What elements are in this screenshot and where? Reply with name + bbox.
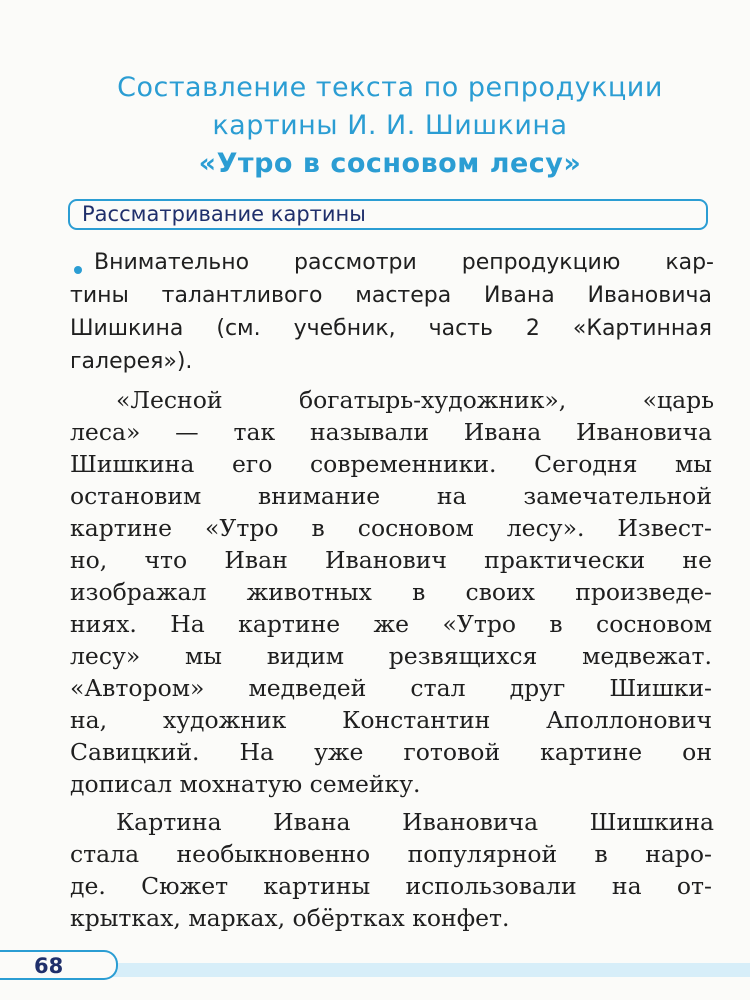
paragraph-line: остановим внимание на замечательной [70, 482, 712, 510]
paragraph-line: леса» — так называли Ивана Ивановича [70, 418, 712, 446]
task-line: Шишкина (см. учебник, часть 2 «Картинная [70, 316, 712, 341]
paragraph-line: крытках, марках, обёртках конфет. [70, 904, 510, 932]
paragraph-line: «Лесной богатырь-художник», «царь [116, 386, 714, 414]
section-title: Рассматривание картины [82, 202, 366, 226]
page-title-line-2: картины И. И. Шишкина [212, 110, 568, 141]
task-line: Внимательно рассмотри репродукцию кар- [94, 250, 714, 275]
paragraph-line: де. Сюжет картины использовали на от- [70, 872, 712, 900]
paragraph-line: на, художник Константин Аполлонович [70, 706, 712, 734]
paragraph-line: изображал животных в своих произведе- [70, 578, 712, 606]
page-number: 68 [34, 954, 64, 978]
section-header-box [68, 199, 708, 230]
paragraph-line: но, что Иван Иванович практически не [70, 546, 712, 574]
task-line: тины талантливого мастера Ивана Ивановича [70, 283, 712, 308]
paragraph-line: Шишкина его современники. Сегодня мы [70, 450, 712, 478]
paragraph-line: Картина Ивана Ивановича Шишкина [116, 808, 714, 836]
paragraph-line: Савицкий. На уже готовой картине он [70, 738, 712, 766]
page-title-line-3: «Утро в сосновом лесу» [198, 148, 582, 179]
page-number-tab [0, 950, 118, 980]
paragraph-line: ниях. На картине же «Утро в сосновом [70, 610, 712, 638]
paragraph-line: «Автором» медведей стал друг Шишки- [70, 674, 712, 702]
page-title-line-1: Составление текста по репродукции [117, 72, 663, 103]
task-line: галерея»). [70, 349, 193, 374]
paragraph-line: дописал мохнатую семейку. [70, 770, 421, 798]
bullet-icon [74, 266, 82, 274]
paragraph-line: картине «Утро в сосновом лесу». Извест- [70, 514, 712, 542]
paragraph-line: стала необыкновенно популярной в наро- [70, 840, 712, 868]
page-footer [0, 950, 750, 1000]
paragraph-line: лесу» мы видим резвящихся медвежат. [70, 642, 712, 670]
